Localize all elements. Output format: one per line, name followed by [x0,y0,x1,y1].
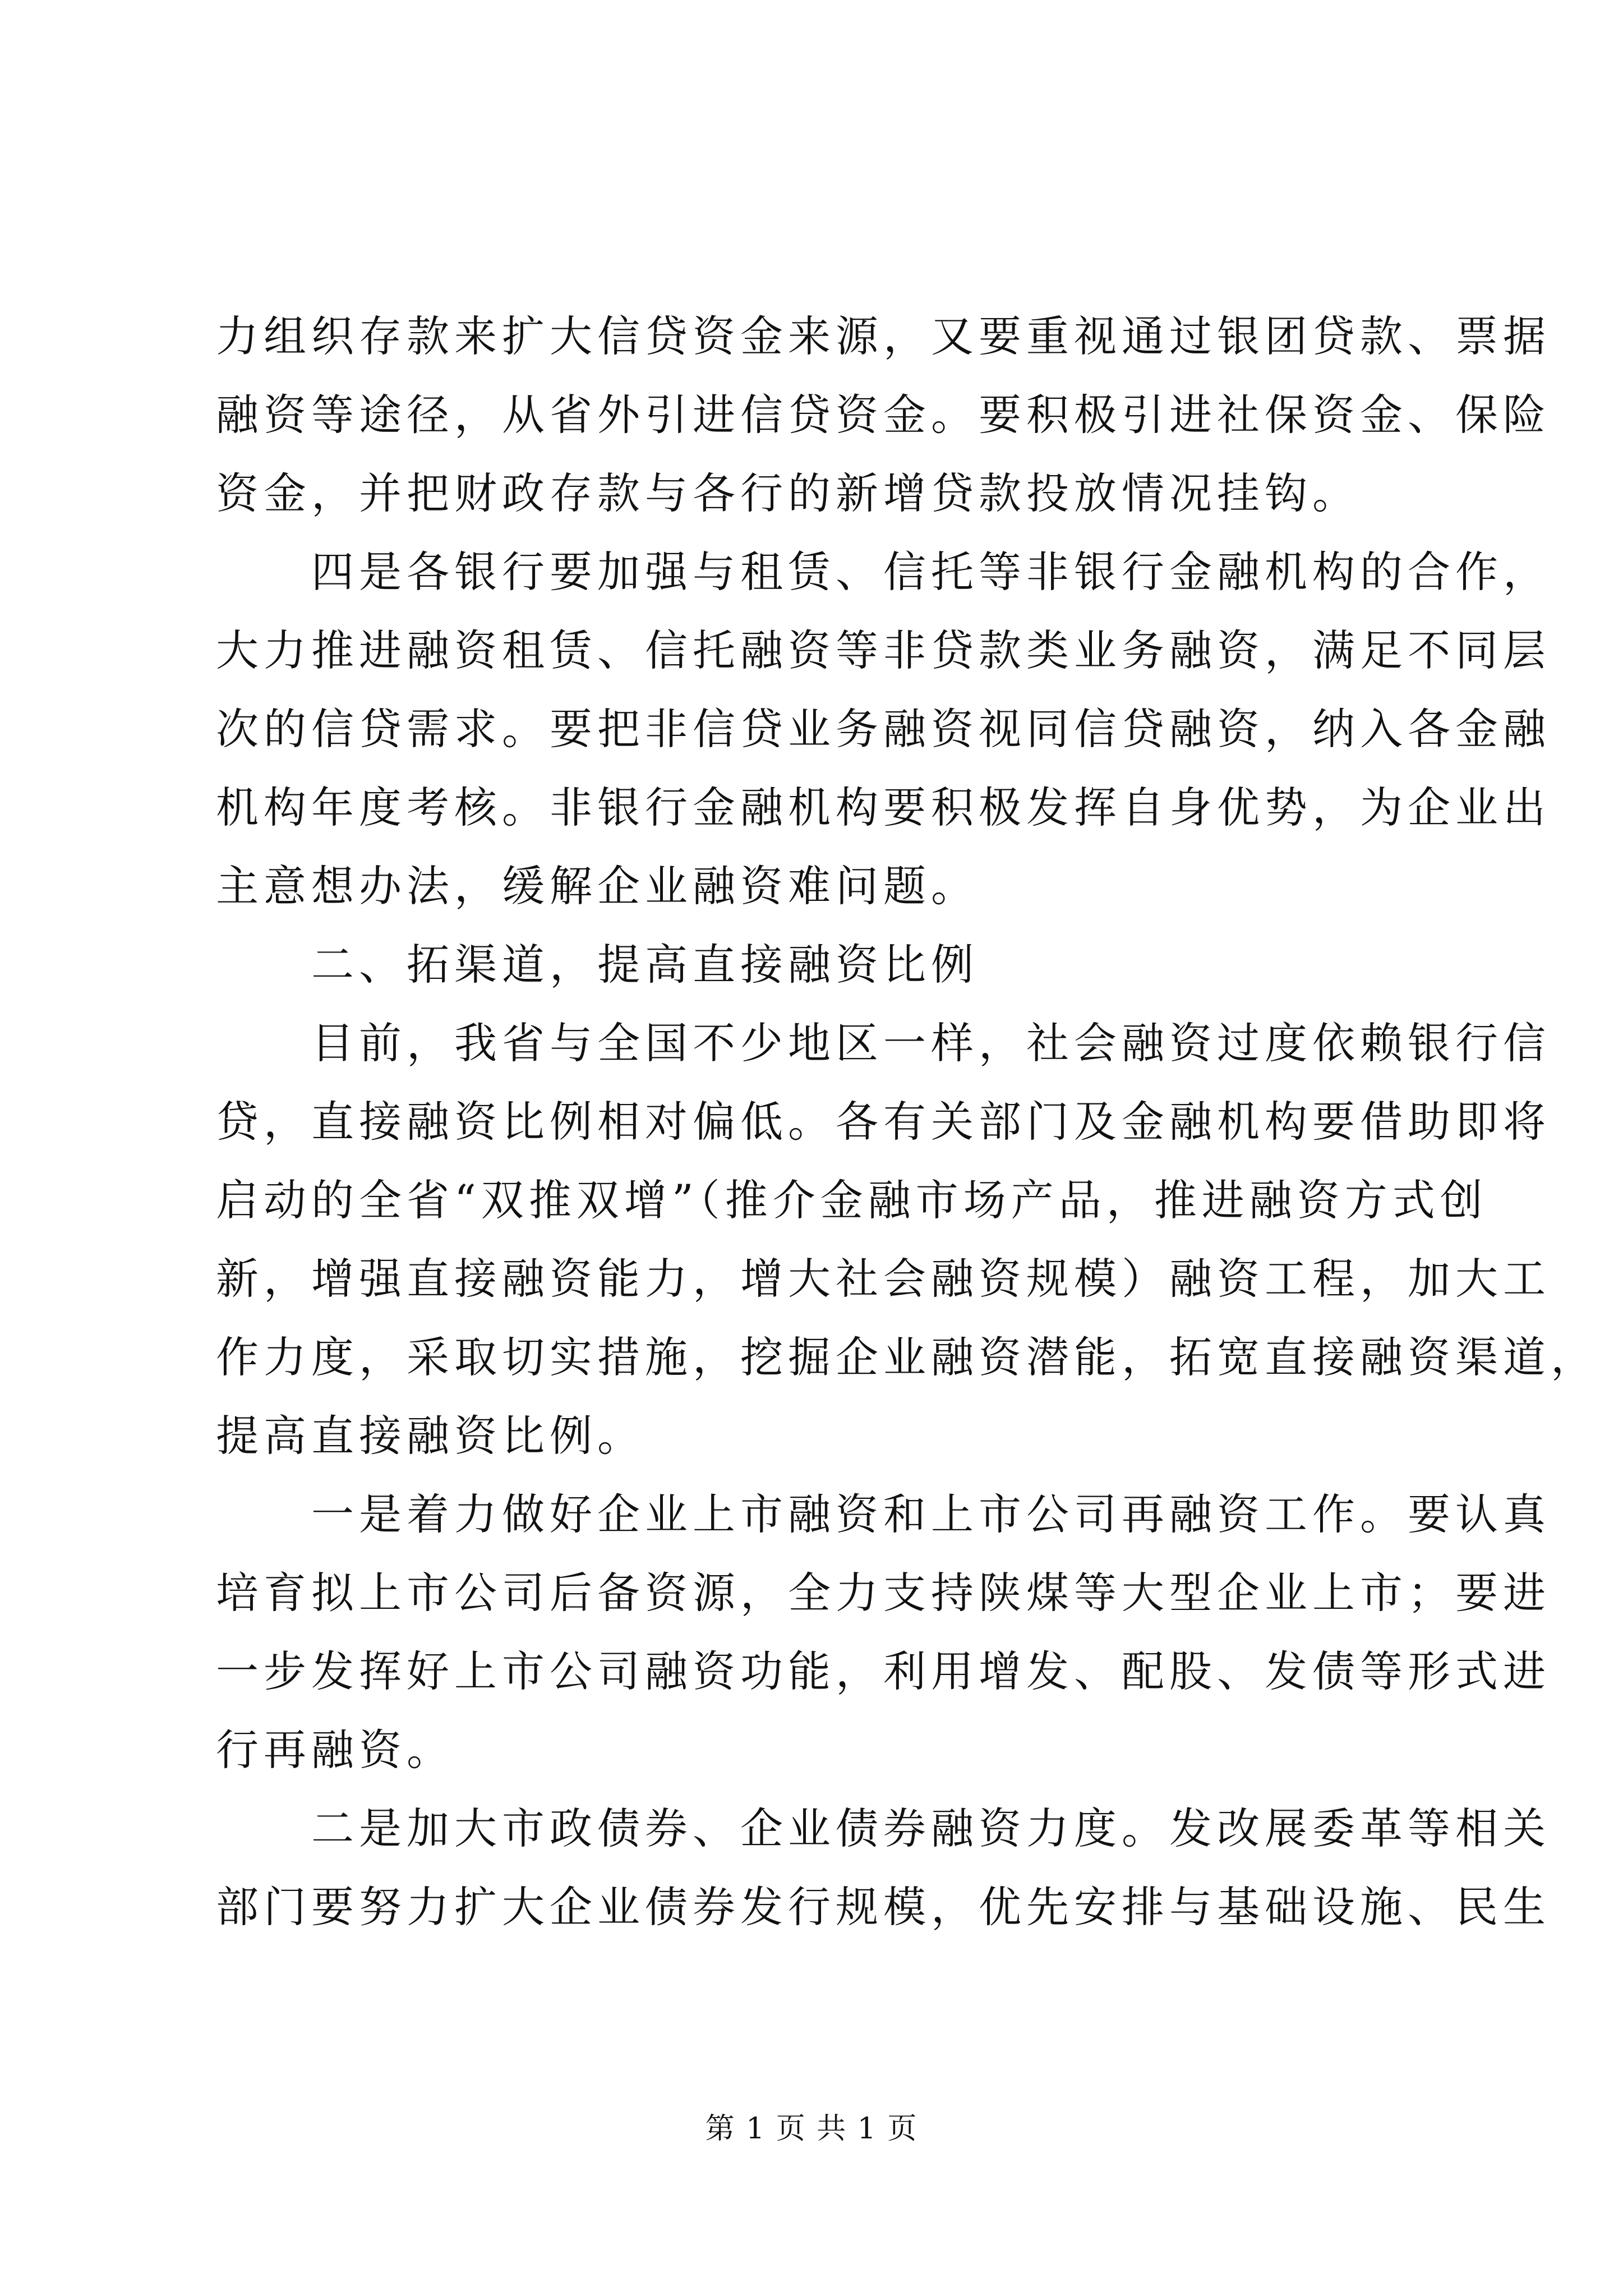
text-line: 培育拟上市公司后备资源，全力支持陕煤等大型企业上市；要进 [216,1568,1551,1618]
text-line: 资金，并把财政存款与各行的新增贷款投放情况挂钩。 [216,468,1360,518]
text-line: 次的信贷需求。要把非信贷业务融资视同信贷融资，纳入各金融 [216,704,1551,754]
text-line: 二是加大市政债券、企业债券融资力度。发改展委革等相关 [311,1803,1551,1853]
text-line: 融资等途径，从省外引进信贷资金。要积极引进社保资金、保险 [216,390,1551,440]
text-line: 新，增强直接融资能力，增大社会融资规模）融资工程，加大工 [216,1254,1551,1304]
text-line: 启动的全省“双推双增”（推介金融市场产品，推进融资方式创 [216,1175,1488,1225]
text-line: 机构年度考核。非银行金融机构要积极发挥自身优势，为企业出 [216,783,1551,832]
text-line: 提高直接融资比例。 [216,1411,645,1461]
text-line: 作力度，采取切实措施，挖掘企业融资潜能，拓宽直接融资渠道， [216,1332,1598,1382]
text-line: 贷，直接融资比例相对偏低。各有关部门及金融机构要借助即将 [216,1097,1551,1147]
text-line: 行再融资。 [216,1725,454,1775]
text-line: 一步发挥好上市公司融资功能，利用增发、配股、发债等形式进 [216,1646,1551,1696]
text-line: 部门要努力扩大企业债券发行规模，优先安排与基础设施、民生 [216,1882,1551,1932]
text-line: 四是各银行要加强与租赁、信托等非银行金融机构的合作， [311,547,1551,597]
text-line: 大力推进融资租赁、信托融资等非贷款类业务融资，满足不同层 [216,625,1551,675]
document-body [216,297,1598,1947]
text-line: 一是着力做好企业上市融资和上市公司再融资工作。要认真 [311,1489,1551,1539]
text-line: 二、拓渠道，提高直接融资比例 [311,940,979,990]
text-line: 目前，我省与全国不少地区一样，社会融资过度依赖银行信 [311,1018,1551,1068]
text-line: 力组织存款来扩大信贷资金来源，又要重视通过银团贷款、票据 [216,311,1551,361]
text-line: 主意想办法，缓解企业融资难问题。 [216,861,979,911]
page-number-footer: 第 1 页 共 1 页 [705,2112,918,2146]
